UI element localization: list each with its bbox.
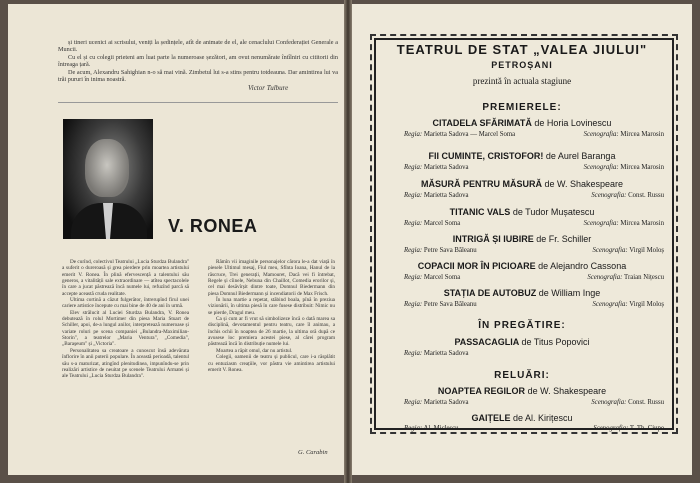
intro-paragraph: Cu el și cu colegii prieteni am luat parte la numeroase șezători, am ovut nenumărate întîlniri cu cititorii din întreaga țară. [58, 53, 338, 69]
play-title [352, 118, 692, 128]
play-title [352, 288, 692, 298]
sceno-label: Scenografia: [592, 247, 628, 254]
play-name: INTRIGĂ ȘI IUBIRE [452, 234, 534, 244]
article-paragraph: De curînd, colectivul Teatrului „Lucia Sturdza Bulandra" a suferit o dureroasă și grea pierdere prin moartea artistului emerit V. Ronea. În plină efervescență a talentului său generos, a vitalității sale extraordinare — atîtea spectacolele în care a jucat păstrează încă numele lui, refuzînd parcă să accepte această cruda realitate. [62, 259, 189, 297]
article-paragraph: În luna martie a repetat, stăbind boala, pînă în preziua vizionării, în ultima piesă în care fusese distribuit: Nimic nu se pierde, Dragul meu. [208, 297, 335, 316]
sceno-label: Scenografia: [583, 131, 619, 138]
credits-row [404, 220, 664, 227]
regia-value: Marietta Sadova [423, 192, 469, 199]
divider [58, 102, 338, 103]
regia-label: Regia: [404, 247, 423, 254]
sceno-value: Const. Russu [628, 192, 664, 199]
sceno-label: Scenografia: [583, 164, 619, 171]
play-name: COPACII MOR ÎN PICIOARE [417, 261, 536, 271]
sceno-value: T. Th. Ciupe [629, 425, 664, 432]
article-paragraph: Colegii, oamenii de teatru și publicul, care i-a răsplătit cu entuziasm creațiile, vor păstra vie amintirea artistului emerit V. Ronea. [208, 354, 335, 373]
theatre-tagline: prezintă în actuala stagiune [472, 76, 572, 86]
article-signature: G. Carabin [298, 449, 328, 456]
sceno-value: Const. Russu [628, 399, 664, 406]
book-gutter [344, 0, 352, 483]
regia-value: Marietta Sadova [423, 399, 469, 406]
sceno-value: Mircea Marosin [620, 164, 664, 171]
sceno-value: Traian Nițescu [624, 274, 664, 281]
sceno-label: Scenografia: [591, 399, 627, 406]
credits-row [404, 131, 664, 138]
credits-row [404, 274, 664, 281]
play-author: de Aurel Baranga [545, 151, 616, 161]
play-title [352, 337, 692, 347]
regia-value: Petre Sava Băleanu [423, 247, 477, 254]
regia-value: Marietta Sadova — Marcel Soma [423, 131, 516, 138]
article-paragraph: Rămîn vii imaginile personajelor cărora le-a dat viață în piesele Ultimul mesaj, Fiul meu, Sfînta Ioana, Hanul de la răscruce, Trei generații, Mamouret, Dacă vei fi întrebat, Regele și cîinele, Nebuna din Chaillot, Comedia erorilor și, cel mai desăvîrșit dintre toate, Domnul Biedermann din piesa Domnul Biedermann și incendiatorii de Max Frisch. [208, 259, 335, 297]
premiere-heading: PREMIERELE: [482, 102, 562, 113]
credits-row [404, 350, 664, 357]
regia-value: Petre Sava Băleanu [423, 301, 477, 308]
play-author: de Titus Popovici [521, 337, 590, 347]
regia-label: Regia: [404, 220, 423, 227]
play-title [352, 207, 692, 217]
article-paragraph: Moartea a răpit omul, dar nu artistul. [216, 347, 293, 354]
article-paragraph: Ca și cum ar fi vrut să simbolizeze încă o dată marea sa disciplină, devotamentul pentru teatru, care îl animau, a închis ochii în noaptea de 26 martie, la ultima oră după ce avusese loc premiera acestei piese, al cărei program păstrează încă în distribuție numele lui. [208, 316, 335, 348]
play-name: MĂSURĂ PENTRU MĂSURĂ [420, 179, 542, 189]
play-author: de Horia Lovinescu [534, 118, 612, 128]
play-author: de W. Shakespeare [544, 179, 624, 189]
credits-row [404, 247, 664, 254]
play-title [352, 261, 692, 271]
play-name: GAIȚELE [471, 413, 511, 423]
play-name: STAȚIA DE AUTOBUZ [443, 288, 537, 298]
play-author: de William Inge [538, 288, 601, 298]
sceno-label: Scenografia: [587, 274, 623, 281]
credits-row [404, 192, 664, 199]
intro-paragraph: De acum, Alexandru Sahighian n-o să mai vină. Zimbetul lui s-a stins pentru totdeauna. Dar amintirea lui va trăi pururi în inima noastră. [58, 68, 338, 84]
regia-value: Marcel Soma [423, 220, 461, 227]
sceno-label: Scenografia: [592, 301, 628, 308]
play-name: FII CUMINTE, CRISTOFOR! [428, 151, 544, 161]
play-author: de Fr. Schiller [536, 234, 592, 244]
sceno-label: Scenografia: [593, 425, 629, 432]
intro-paragraph: și tineri ucenici ai scrisului, veniți la ședințele, atît de animate de el, ale cenaclului Confederației Generale a Muncii. [58, 39, 338, 54]
article-paragraph: Personalitatea sa creatoare a cunoscut însă adevărata înflorire în anii puterii populare. În această perioadă, talentul său s-a maturizat, atingînd plenitudinea, impunîndu-se prin realizări artistice de neuitat pe scenele Teatrului Armatei și ale Teatrului „Lucia Sturdza Bulandra". [62, 347, 189, 380]
article-paragraph: Ultima cortină a căzut fulgerător, întrerupînd firul unei cariere artistice începute cu mai bine de 40 de ani în urmă. [62, 297, 189, 310]
play-author: de Tudor Mușatescu [512, 207, 595, 217]
intro-signature: Victor Tulbure [248, 84, 289, 92]
sceno-value: Virgil Moloș [629, 247, 664, 254]
credits-row [404, 425, 664, 432]
regia-label: Regia: [404, 131, 423, 138]
theatre-city: PETROȘANI [491, 60, 553, 70]
sceno-label: Scenografia: [591, 192, 627, 199]
regia-value: Marietta Sadova [423, 350, 469, 357]
sceno-value: Virgil Moloș [629, 301, 664, 308]
play-name: CITADELA SFĂRIMATĂ [432, 118, 532, 128]
play-title [352, 234, 692, 244]
reluari-heading: RELUĂRI: [494, 370, 550, 381]
theatre-title: TEATRUL DE STAT „VALEA JIULUI" [396, 42, 648, 57]
regia-label: Regia: [404, 399, 423, 406]
article-column-2 [208, 259, 335, 373]
play-author: de Al. Kirițescu [513, 413, 573, 423]
portrait-name: V. RONEA [168, 216, 258, 236]
regia-value: Al. Miclescu [423, 425, 459, 432]
prep-heading: ÎN PREGĂTIRE: [478, 320, 566, 331]
regia-label: Regia: [404, 301, 423, 308]
credits-row [404, 164, 664, 171]
sceno-value: Mircea Marosin [620, 220, 664, 227]
play-author: de Alejandro Cassona [538, 261, 627, 271]
article-column-1 [62, 259, 189, 380]
play-author: de W. Shakespeare [527, 386, 607, 396]
right-page [352, 4, 692, 475]
credits-row [404, 399, 664, 406]
portrait-face [85, 139, 129, 197]
regia-label: Regia: [404, 192, 423, 199]
sceno-label: Scenografia: [583, 220, 619, 227]
play-title [352, 179, 692, 189]
regia-label: Regia: [404, 350, 423, 357]
credits-row [404, 301, 664, 308]
play-title [352, 413, 692, 423]
regia-label: Regia: [404, 274, 423, 281]
play-title [352, 151, 692, 161]
article-paragraph: Elev strălucit al Luciei Sturdza Bulandra, V. Ronea debutează în rolul Mortimer din piesa Maria Stuart de Schiller, apoi, de-a lungul anilor, interpretează numeroase și variate roluri pe scena companiei „Bulandra-Maximilian-Storin", a teatrelor „Maria Ventura", „Comedia", „Baraşeum" și „Victoria". [62, 309, 189, 348]
sceno-value: Mircea Marosin [620, 131, 664, 138]
play-name: TITANIC VALS [449, 207, 511, 217]
play-name: PASSACAGLIA [454, 337, 519, 347]
regia-value: Marcel Soma [423, 274, 461, 281]
regia-label: Regia: [404, 164, 423, 171]
regia-value: Marietta Sadova [423, 164, 469, 171]
regia-label: Regia: [404, 425, 423, 432]
portrait-photo [63, 119, 153, 239]
play-title [352, 386, 692, 396]
intro-text [58, 39, 338, 83]
left-page [8, 4, 344, 475]
play-name: NOAPTEA REGILOR [437, 386, 526, 396]
